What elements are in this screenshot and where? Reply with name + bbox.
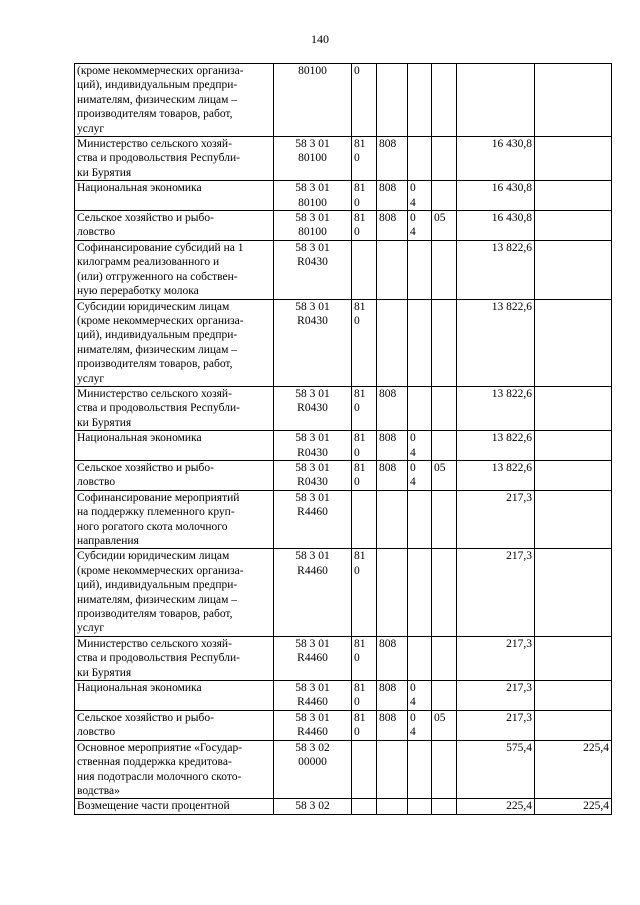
- cell-section-code: [408, 299, 432, 386]
- table-row: [75, 460, 612, 490]
- cell-amount-1: 16 430,8: [457, 211, 535, 241]
- cell-section-code: [408, 64, 432, 137]
- cell-target-code: 58 3 01 R0430: [274, 240, 352, 299]
- cell-item-name: Национальная экономика: [75, 181, 274, 211]
- cell-item-name: Сельское хозяйство и рыбо- ловство: [75, 710, 274, 740]
- cell-section-code: [408, 490, 432, 549]
- table-row: [75, 549, 612, 636]
- cell-expense-type: [352, 799, 377, 814]
- cell-item-name: Основное мероприятие «Государ- ственная поддержка кредитова- ния подотрасли молочного ското- водства»: [75, 740, 274, 799]
- cell-amount-1: 16 430,8: [457, 181, 535, 211]
- cell-target-code: 80100: [274, 64, 352, 137]
- cell-amount-1: 13 822,6: [457, 240, 535, 299]
- cell-target-code: 58 3 01 R4460: [274, 636, 352, 680]
- cell-department-code: [377, 740, 408, 799]
- cell-section-code: 0 4: [408, 681, 432, 711]
- cell-amount-2: [535, 460, 612, 490]
- cell-department-code: [377, 799, 408, 814]
- cell-item-name: Софинансирование мероприятий на поддержку племенного круп- ного рогатого скота молочного направления: [75, 490, 274, 549]
- cell-amount-1: 13 822,6: [457, 460, 535, 490]
- cell-amount-1: 575,4: [457, 740, 535, 799]
- cell-department-code: 808: [377, 137, 408, 181]
- cell-subsection-code: [432, 431, 457, 461]
- cell-department-code: 808: [377, 181, 408, 211]
- cell-subsection-code: [432, 681, 457, 711]
- table-row: [75, 299, 612, 386]
- cell-amount-2: [535, 64, 612, 137]
- cell-expense-type: [352, 240, 377, 299]
- table-row: [75, 490, 612, 549]
- cell-target-code: 58 3 01 R4460: [274, 710, 352, 740]
- page-number: 140: [311, 32, 329, 46]
- cell-amount-2: 225,4: [535, 799, 612, 814]
- cell-expense-type: 81 0: [352, 299, 377, 386]
- cell-target-code: 58 3 01 R0430: [274, 386, 352, 430]
- cell-subsection-code: [432, 64, 457, 137]
- cell-expense-type: 81 0: [352, 460, 377, 490]
- cell-expense-type: 81 0: [352, 386, 377, 430]
- cell-expense-type: 81 0: [352, 211, 377, 241]
- cell-target-code: 58 3 01 R0430: [274, 460, 352, 490]
- cell-subsection-code: [432, 240, 457, 299]
- table-row: [75, 181, 612, 211]
- cell-item-name: Субсидии юридическим лицам (кроме некоммерческих организа- ций), индивидуальным предпри- нимателям, физическим лицам – производителям товаров, работ, услуг: [75, 549, 274, 636]
- cell-section-code: [408, 386, 432, 430]
- cell-item-name: Сельское хозяйство и рыбо- ловство: [75, 460, 274, 490]
- cell-department-code: [377, 240, 408, 299]
- cell-amount-2: [535, 299, 612, 386]
- cell-section-code: [408, 636, 432, 680]
- cell-expense-type: 81 0: [352, 681, 377, 711]
- cell-expense-type: [352, 740, 377, 799]
- cell-amount-1: 13 822,6: [457, 386, 535, 430]
- cell-item-name: Сельское хозяйство и рыбо- ловство: [75, 211, 274, 241]
- cell-subsection-code: [432, 299, 457, 386]
- cell-amount-2: [535, 490, 612, 549]
- table-row: [75, 740, 612, 799]
- cell-target-code: 58 3 01 R0430: [274, 299, 352, 386]
- cell-target-code: 58 3 01 R4460: [274, 681, 352, 711]
- table-row: [75, 386, 612, 430]
- cell-department-code: [377, 64, 408, 137]
- cell-section-code: [408, 740, 432, 799]
- cell-amount-1: 217,3: [457, 549, 535, 636]
- cell-amount-2: [535, 137, 612, 181]
- cell-target-code: 58 3 01 80100: [274, 211, 352, 241]
- cell-amount-2: [535, 549, 612, 636]
- cell-amount-1: 217,3: [457, 636, 535, 680]
- cell-amount-2: [535, 386, 612, 430]
- cell-department-code: 808: [377, 431, 408, 461]
- table-row: [75, 137, 612, 181]
- cell-target-code: 58 3 02: [274, 799, 352, 814]
- cell-expense-type: 81 0: [352, 710, 377, 740]
- table-row: [75, 64, 612, 137]
- cell-target-code: 58 3 01 80100: [274, 181, 352, 211]
- table-row: [75, 431, 612, 461]
- cell-subsection-code: [432, 549, 457, 636]
- cell-department-code: [377, 299, 408, 386]
- cell-expense-type: 81 0: [352, 549, 377, 636]
- cell-expense-type: [352, 490, 377, 549]
- table-row: [75, 240, 612, 299]
- cell-department-code: 808: [377, 710, 408, 740]
- cell-subsection-code: 05: [432, 211, 457, 241]
- cell-item-name: (кроме некоммерческих организа- ций), индивидуальным предпри- нимателям, физическим лицам – производителям товаров, работ, услуг: [75, 64, 274, 137]
- cell-subsection-code: [432, 386, 457, 430]
- table-row: [75, 681, 612, 711]
- cell-target-code: 58 3 01 R4460: [274, 490, 352, 549]
- cell-amount-2: [535, 181, 612, 211]
- cell-expense-type: 81 0: [352, 137, 377, 181]
- cell-section-code: [408, 549, 432, 636]
- cell-item-name: Субсидии юридическим лицам (кроме некоммерческих организа- ций), индивидуальным предпри- нимателям, физическим лицам – производителям товаров, работ, услуг: [75, 299, 274, 386]
- cell-amount-2: 225,4: [535, 740, 612, 799]
- cell-subsection-code: [432, 137, 457, 181]
- cell-amount-2: [535, 240, 612, 299]
- cell-section-code: 0 4: [408, 431, 432, 461]
- cell-department-code: [377, 549, 408, 636]
- cell-amount-2: [535, 636, 612, 680]
- cell-amount-1: 13 822,6: [457, 299, 535, 386]
- table-body: [75, 64, 612, 815]
- cell-amount-1: 217,3: [457, 681, 535, 711]
- cell-department-code: 808: [377, 211, 408, 241]
- cell-amount-2: [535, 681, 612, 711]
- cell-target-code: 58 3 01 R4460: [274, 549, 352, 636]
- table-row: [75, 211, 612, 241]
- cell-department-code: 808: [377, 460, 408, 490]
- cell-target-code: 58 3 01 80100: [274, 137, 352, 181]
- cell-amount-1: [457, 64, 535, 137]
- cell-item-name: Софинансирование субсидий на 1 килограмм реализованного и (или) отгруженного на собствен- ную переработку молока: [75, 240, 274, 299]
- cell-section-code: 0 4: [408, 211, 432, 241]
- cell-amount-1: 217,3: [457, 710, 535, 740]
- cell-expense-type: 81 0: [352, 431, 377, 461]
- cell-section-code: 0 4: [408, 181, 432, 211]
- cell-item-name: Национальная экономика: [75, 431, 274, 461]
- table-row: [75, 799, 612, 814]
- cell-section-code: 0 4: [408, 460, 432, 490]
- cell-amount-2: [535, 431, 612, 461]
- table-row: [75, 710, 612, 740]
- cell-amount-2: [535, 710, 612, 740]
- cell-subsection-code: [432, 181, 457, 211]
- cell-item-name: Возмещение части процентной: [75, 799, 274, 814]
- cell-expense-type: 0: [352, 64, 377, 137]
- cell-expense-type: 81 0: [352, 181, 377, 211]
- cell-amount-2: [535, 211, 612, 241]
- cell-item-name: Министерство сельского хозяй- ства и продовольствия Республи- ки Бурятия: [75, 636, 274, 680]
- cell-subsection-code: [432, 490, 457, 549]
- cell-subsection-code: 05: [432, 710, 457, 740]
- cell-department-code: 808: [377, 386, 408, 430]
- cell-section-code: [408, 137, 432, 181]
- cell-item-name: Министерство сельского хозяй- ства и продовольствия Республи- ки Бурятия: [75, 386, 274, 430]
- budget-table: [74, 63, 612, 815]
- cell-department-code: 808: [377, 681, 408, 711]
- cell-target-code: 58 3 01 R0430: [274, 431, 352, 461]
- cell-amount-1: 13 822,6: [457, 431, 535, 461]
- cell-target-code: 58 3 02 00000: [274, 740, 352, 799]
- cell-subsection-code: [432, 636, 457, 680]
- cell-subsection-code: 05: [432, 460, 457, 490]
- cell-item-name: Национальная экономика: [75, 681, 274, 711]
- cell-amount-1: 16 430,8: [457, 137, 535, 181]
- cell-item-name: Министерство сельского хозяй- ства и продовольствия Республи- ки Бурятия: [75, 137, 274, 181]
- cell-expense-type: 81 0: [352, 636, 377, 680]
- cell-section-code: 0 4: [408, 710, 432, 740]
- cell-subsection-code: [432, 799, 457, 814]
- cell-subsection-code: [432, 740, 457, 799]
- cell-amount-1: 225,4: [457, 799, 535, 814]
- cell-department-code: [377, 490, 408, 549]
- cell-section-code: [408, 799, 432, 814]
- cell-department-code: 808: [377, 636, 408, 680]
- cell-section-code: [408, 240, 432, 299]
- cell-amount-1: 217,3: [457, 490, 535, 549]
- table-row: [75, 636, 612, 680]
